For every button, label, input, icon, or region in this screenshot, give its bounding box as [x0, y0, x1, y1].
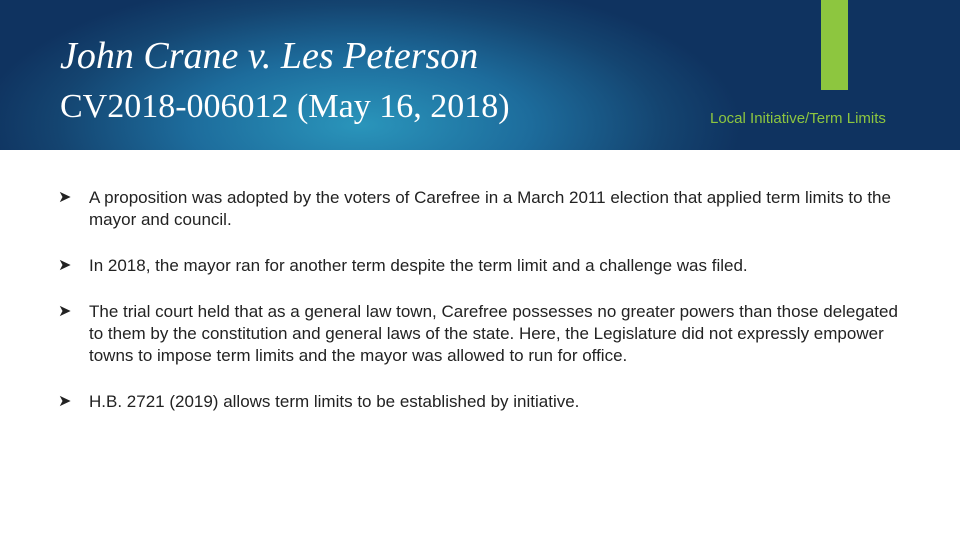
bullet-item	[58, 255, 908, 277]
bullet-text: In 2018, the mayor ran for another term despite the term limit and a challenge was filed.	[89, 256, 748, 275]
arrowhead-bullet-icon: ➤	[58, 393, 72, 410]
arrowhead-bullet-icon: ➤	[58, 303, 72, 320]
bullet-list	[58, 187, 908, 437]
case-number: CV2018-006012 (May 16, 2018)	[60, 88, 510, 125]
accent-bar	[821, 0, 848, 90]
bullet-item	[58, 301, 908, 367]
bullet-item	[58, 187, 908, 231]
bullet-text: The trial court held that as a general law town, Carefree possesses no greater powers than those delegated to them by the constitution and general laws of the state. Here, the Legislature did not expressly empower towns to impose term limits and the mayor was allowed to run for office.	[89, 302, 898, 365]
bullet-text: A proposition was adopted by the voters of Carefree in a March 2011 election that applied term limits to the mayor and council.	[89, 188, 891, 229]
bullet-item	[58, 391, 908, 413]
bullet-text: H.B. 2721 (2019) allows term limits to be established by initiative.	[89, 392, 580, 411]
arrowhead-bullet-icon: ➤	[58, 257, 72, 274]
case-title: John Crane v. Les Peterson	[60, 35, 479, 77]
arrowhead-bullet-icon: ➤	[58, 189, 72, 206]
title-banner	[0, 0, 960, 150]
topic-subtitle: Local Initiative/Term Limits	[710, 110, 886, 127]
